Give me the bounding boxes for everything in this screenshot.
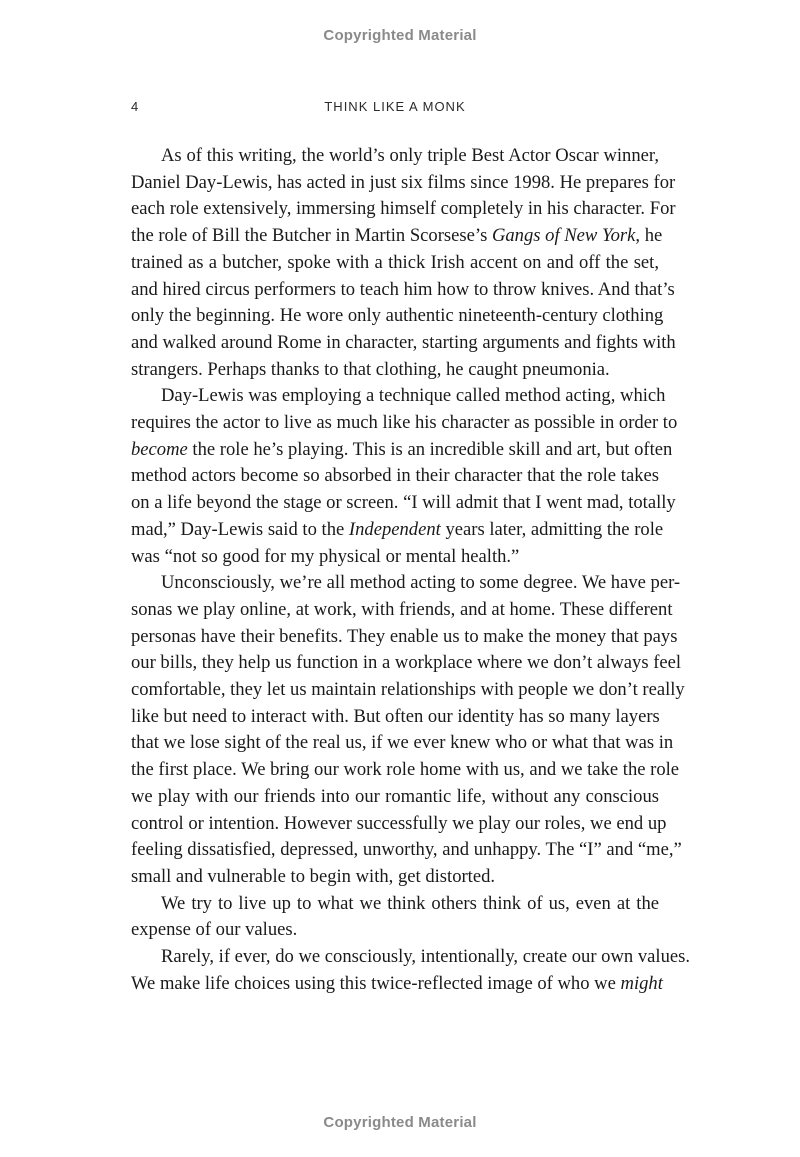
text-line: become the role he’s playing. This is an incredible skill and art, but often <box>131 438 673 460</box>
text-line: only the beginning. He wore only authentic nineteenth-century clothing <box>131 305 664 327</box>
text-line: Unconsciously, we’re all method acting to some degree. We have per- <box>161 572 681 594</box>
text-line: mad,” Day-Lewis said to the Independent years later, admitting the role <box>131 518 664 540</box>
paragraph <box>131 944 691 997</box>
text-line: As of this writing, the world’s only triple Best Actor Oscar winner, <box>161 145 659 166</box>
text-line: control or intention. However successfully we play our roles, we end up <box>131 812 667 834</box>
text-line: requires the actor to live as much like his character as possible in order to <box>131 412 678 434</box>
text-line: our bills, they help us function in a workplace where we don’t always feel <box>131 652 682 674</box>
text-line: small and vulnerable to begin with, get distorted. <box>131 865 496 887</box>
book-title: THINK LIKE A MONK <box>324 99 466 114</box>
text-line: sonas we play online, at work, with friends, and at home. These different <box>131 598 673 620</box>
paragraph <box>131 383 678 570</box>
text-line: and hired circus performers to teach him how to throw knives. And that’s <box>131 278 675 300</box>
text-line: feeling dissatisfied, depressed, unworthy, and unhappy. The “I” and “me,” <box>131 839 682 861</box>
paragraph <box>131 143 676 383</box>
copyright-watermark-top: Copyrighted Material <box>323 27 477 44</box>
text-line: We make life choices using this twice-reflected image of who we might <box>131 972 663 994</box>
text-line: Day-Lewis was employing a technique called method acting, which <box>161 385 666 407</box>
page-number: 4 <box>131 99 140 114</box>
text-line: like but need to interact with. But often our identity has so many layers <box>131 705 660 727</box>
page-body-text <box>131 143 691 998</box>
text-line: was “not so good for my physical or mental health.” <box>131 545 520 567</box>
text-line: and walked around Rome in character, starting arguments and fights with <box>131 331 676 353</box>
text-line: the role of Bill the Butcher in Martin Scorsese’s Gangs of New York, he <box>131 225 663 247</box>
text-line: comfortable, they let us maintain relationships with people we don’t really <box>131 679 685 701</box>
text-line: Rarely, if ever, do we consciously, intentionally, create our own values. <box>161 946 691 968</box>
italic-text: might <box>620 972 663 994</box>
italic-text: Independent <box>348 518 441 540</box>
copyright-watermark-bottom: Copyrighted Material <box>323 1114 477 1131</box>
text-line: strangers. Perhaps thanks to that clothing, he caught pneumonia. <box>131 358 610 380</box>
text-line: Daniel Day-Lewis, has acted in just six films since 1998. He prepares for <box>131 171 676 193</box>
paragraph <box>131 570 685 890</box>
italic-text: become <box>131 438 188 460</box>
text-line: trained as a butcher, spoke with a thick Irish accent on and off the set, <box>131 251 659 273</box>
text-line: personas have their benefits. They enable us to make the money that pays <box>131 625 678 647</box>
italic-text: Gangs of New York <box>491 225 636 247</box>
text-line: We try to live up to what we think others think of us, even at the <box>161 892 659 914</box>
text-line: method actors become so absorbed in their character that the role takes <box>131 465 659 487</box>
paragraph <box>131 891 659 944</box>
text-line: that we lose sight of the real us, if we ever knew who or what that was in <box>131 732 674 754</box>
text-line: each role extensively, immersing himself completely in his character. For <box>131 198 676 220</box>
text-line: expense of our values. <box>131 919 298 941</box>
text-line: the first place. We bring our work role home with us, and we take the role <box>131 759 680 781</box>
text-line: we play with our friends into our romantic life, without any conscious <box>131 785 659 807</box>
running-header <box>131 99 659 119</box>
text-line: on a life beyond the stage or screen. “I will admit that I went mad, totally <box>131 492 676 514</box>
